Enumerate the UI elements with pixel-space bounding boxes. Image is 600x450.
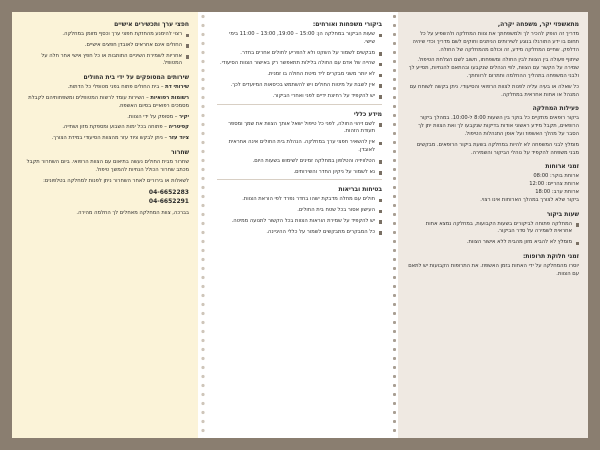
phone-number: 04-6652283 — [148, 189, 189, 197]
list-item: מבקשים לשמור על השקט ולא להפריע לחולים אחרים בחדר. — [217, 50, 382, 58]
list-item: נא לשמור על ניקיון החדר והשירותים. — [217, 169, 382, 177]
service-label: קפיטריה — [168, 124, 189, 131]
list-item: אחריות לשמירת השיניים התותבות או כל חפץ אישי אחר חלה על המטופל. — [21, 53, 189, 69]
valuables-list — [21, 31, 189, 68]
schedule-paragraph: ביקור רופאים מתקיים כל בוקר בין השעות 8:00 ל-10:00. במהלך ביקור הרופאים, תקבל מידע ראשוני אודות בדיקות שנקבעו לך ואת הצוות יתן לך הסבר על מהלך האשפוז ועל אופן התנהלות הטיפול. — [418, 115, 579, 137]
info-list — [217, 121, 382, 177]
list-item: כל המבקרים מתבקשים לשמור על כללי ההיגיינה. — [217, 229, 382, 237]
section-divider — [217, 179, 382, 180]
list-item: הטלוויזיה והטלפון במחלקה זמינים לשימוש בשעות היום. — [217, 158, 382, 166]
list-item: יש להקפיד על שמירת הוראות הצוות בכל הקשור לתנועה ממיטה. — [217, 218, 382, 226]
service-label: יקיר — [179, 113, 189, 120]
service-text: – בית החולים פתוח בפני מטופלי כל הדתות. — [67, 84, 166, 91]
phone-number: 04-6652291 — [148, 198, 189, 206]
greeting-title: מתאשפזי יקר, משפחה יקרה, — [497, 21, 579, 28]
meals-title: זמני ארוחות — [545, 163, 579, 171]
contact-paragraph: כל שאלה או בעיה עליה לפנות לצוות הרפואי והסיעודי. ניתן בקשה לשוחח עם המנהל או אחות אחראית במחלקה. — [409, 83, 579, 98]
service-line — [21, 84, 189, 92]
dotted-divider — [391, 12, 398, 438]
meal-line: ארוחת צהריים: 12:00 — [529, 181, 579, 188]
panel-right — [398, 12, 588, 438]
info-title: מידע כללי — [353, 110, 382, 118]
list-item: שעות הביקור במחלקה הן: 15:00 – 19:00, 13:00 – 11:00 בימי שישי. — [217, 31, 382, 47]
service-label: רשומות רפואיות — [150, 94, 189, 101]
meal-line: ארוחת בוקר: 08:00 — [533, 173, 579, 180]
medication-paragraph: יוסרו מהמחלקה על ידי האחות בזמן האשפוז. את התרופות הקבועות יש לתאם עם הצוות. — [408, 262, 579, 277]
service-label: ציוד עזר — [168, 135, 189, 142]
visits-title: ביקורי משפחות ואורחים: — [312, 21, 382, 28]
service-text: – ניתן לבקש ציוד עזר מהצוות הסיעודי במידת הצורך. — [51, 135, 169, 142]
release-paragraph-2: לשאלות או בירורים לאחר השחרור ניתן לפנות למחלקה בטלפונים: — [43, 177, 189, 184]
list-item: אין להשאיר חפצי ערך במחלקה. הנהלת בית החולים אינה אחראית לאובדן. — [217, 139, 382, 155]
schedule-title: פעילות המחלקה — [532, 105, 579, 113]
services-title: שירותים המסופקים על ידי בית החולים — [83, 74, 189, 82]
service-text: – מסופק על ידי הצוות. — [127, 113, 179, 120]
hours-title: שעות ביקור — [546, 210, 579, 218]
list-item: שהייה של אדם עם החולה בלילות תתאפשר רק באישור הצוות הסיעודי. — [217, 60, 382, 68]
service-line — [21, 124, 189, 132]
valuables-title: חפצי ערך ותכשירים אישיים — [114, 21, 189, 28]
service-line — [21, 135, 189, 143]
perforated-divider — [198, 12, 208, 438]
release-title: שחרור — [171, 148, 189, 156]
panel-left — [12, 12, 198, 438]
safety-title: בטיחות ובריאות — [338, 186, 382, 194]
service-line — [21, 114, 189, 122]
section-divider — [217, 104, 382, 105]
meal-line: ארוחת ערב: 18:00 — [535, 188, 579, 195]
intro-paragraph: מדריך זה הופק להכיר לך ולמשפחתך את צוות המחלקה ולהשפיע על כל תחום בו ידע התורגלו בנוגע לשירותים הניתנים וחוקים לשם מדריך וכדי שיהיה הדלפק. שחיים המחלקה מידע, זה וכולם מהמחלקה של החולה. — [412, 31, 579, 53]
list-item: אין לשבת על מיטות החולים ויש להשתמש בכיסאות המיועדים לכך. — [217, 82, 382, 90]
list-item: יש להקפיד על רחיצת ידיים לפני ואחרי הביקור. — [217, 93, 382, 101]
meals-note: ביקור שלא לצורך במהלך הארוחות אינו רצוי. — [480, 196, 579, 203]
panel-middle — [208, 12, 391, 438]
service-line — [21, 95, 189, 111]
list-item: לשם זיהוי החולה, לפני כל טיפול ישאל אותך הצוות את שמך ומספר תעודת הזהות. — [217, 121, 382, 137]
service-label: שירותי דת — [165, 84, 189, 91]
safety-list — [217, 196, 382, 236]
list-item: רצוי להימנע מהחזקת חפצי ערך וכסף מזומן במחלקה. — [21, 31, 189, 39]
list-item: חולים עם מחלה מדבקת ישהו בחדר נפרד לפי הוראת הצוות. — [217, 196, 382, 204]
list-item: החולים אינם אחראים לאובדן חפצים אישיים. — [21, 42, 189, 50]
closing-paragraph: בברכה, צוות המחלקה מאחלים לך החלמה מהירה. — [76, 210, 189, 217]
service-text: – השירות עומד לרשות המטופלים ומשפחותיהם לקבלת מסמכים רפואיים בסיום האשפוז. — [28, 94, 189, 109]
list-item: המחלקה פתוחה לביקורים בשעות הקבועות, במחלקה נמצא אחות אחראית לשמירה על סדר הביקור. — [407, 221, 579, 237]
list-item: מומלץ לא להביא מזון מהבית ללא אישור הצוות. — [407, 239, 579, 247]
medication-title: זמני חלוקת תרופות: — [522, 252, 579, 260]
list-item: לא יותר משני מבקרים ליד מיטת החולה בו זמנית. — [217, 71, 382, 79]
service-text: – פתוחה בכל ימות השבוע ומספקת מזון ושתייה. — [62, 124, 169, 131]
schedule-paragraph-2: מומלץ לבני המשפחה לא להיות במחלקה בשעת ביקור הרופאים. מבקשים מבני משפחה להקפיד על נוהלי הביקור והשמירה. — [416, 141, 579, 156]
list-item: העישון אסור בכל שטח בית החולים. — [217, 207, 382, 215]
visits-list — [217, 31, 382, 101]
hours-list — [407, 221, 579, 247]
release-paragraph: שחרור מבית החולים נעשה בתיאום עם הצוות הרפואי. ביום השחרור תקבל מכתב שחרור הכולל הנחיות להמשך טיפול. — [26, 158, 189, 173]
cooperation-paragraph: שיתוף פעולה בין הצוות לבין החולה ומשפחתו, חשוב לשם הצלחת הטיפול. שמירה על הקשר עם הצוות, לפי הנהלים שנקבעו ובהתאם להנחיות, תסייע לך ולבני המשפחה בתהליך ההחלמה ותתרום לרווחתך. — [408, 57, 579, 79]
